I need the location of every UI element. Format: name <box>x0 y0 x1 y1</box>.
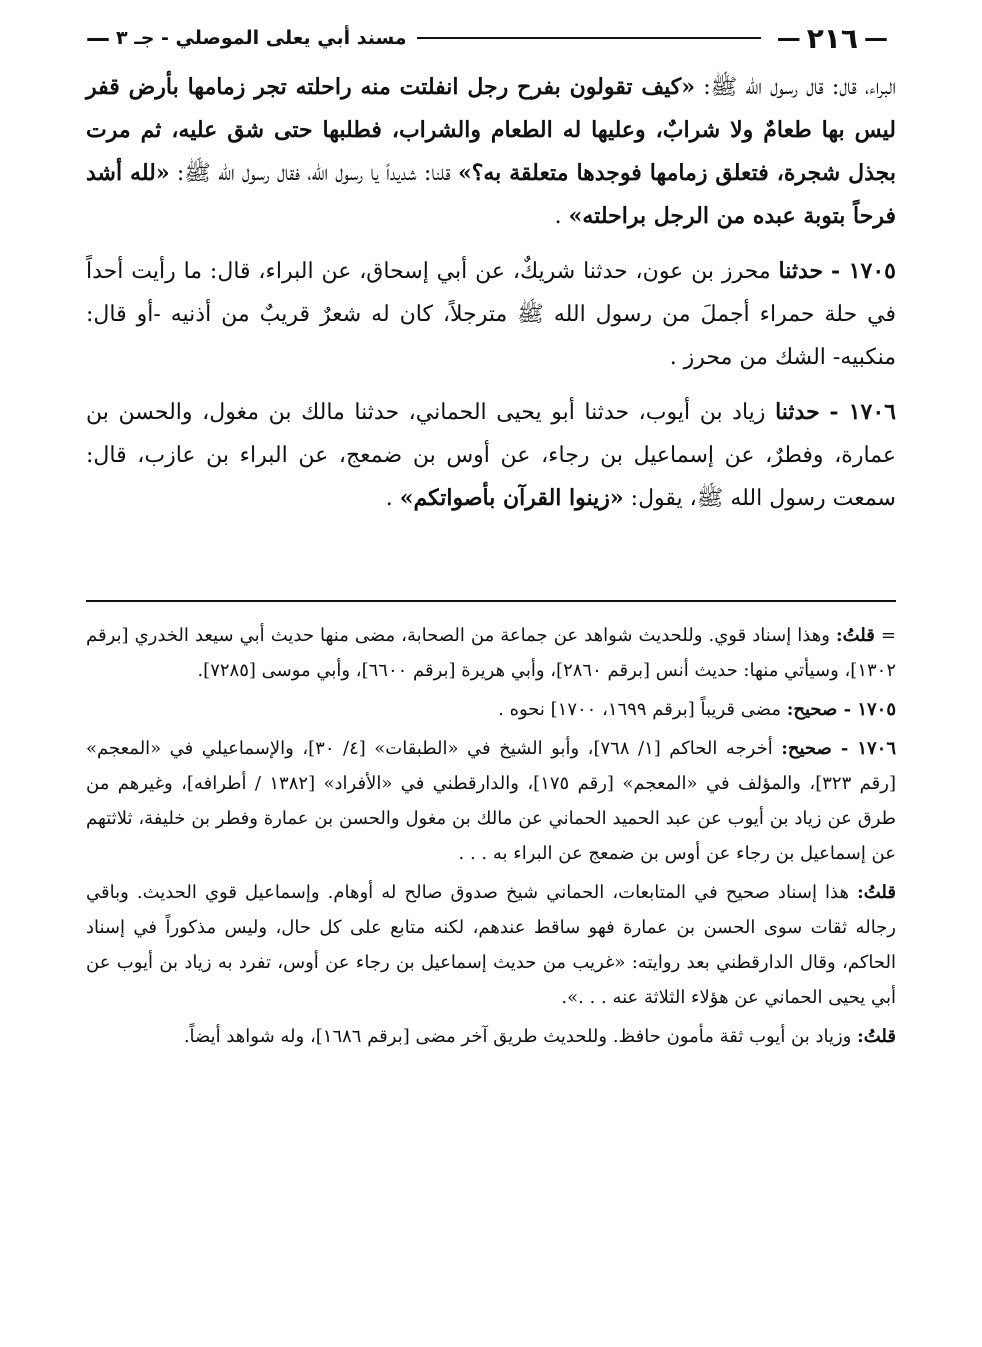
book-title: مسند أبي يعلى الموصلي - جـ ٣ <box>116 27 407 49</box>
footnote-continuation <box>86 618 896 688</box>
continuation-marker: = <box>880 625 896 646</box>
footnote-1706 <box>86 731 896 871</box>
note-label: ١٧٠٥ - صحيح: <box>786 699 896 720</box>
header-dash-right: — <box>864 24 888 52</box>
hadith-quote-1: «كيف تقولون بفرح رجل انفلتت منه راحلته تجر زمامها بأرض قفر ليس بها طعامٌ ولا شرابٌ، وعليها له الطعام والشراب، فطلبها حتى شق عليه، ثم مرت بجذل شجرة، فتعلق زمامها فوجدها متعلقة به؟» <box>86 74 896 186</box>
hadith-mid: قلنا: شديداً يا رسول الله، فقال رسول الله ﷺ: <box>176 161 451 186</box>
header-dash-left: — <box>86 24 110 52</box>
footnote-comment-2 <box>86 1019 896 1054</box>
page-number: ٢١٦ <box>806 21 858 55</box>
hadith-quote-2: «لله أشد فرحاً بتوبة عبده من الرجل براحلته» <box>86 160 896 229</box>
hadith-text: زياد بن أيوب، حدثنا أبو يحيى الحماني، حدثنا مالك بن مغول، والحسن بن عمارة، وفطرٌ، عن إسماعيل بن رجاء، عن أوس بن ضمعج، عن البراء بن عازب، قال: سمعت رسول الله ﷺ، يقول: <box>86 400 896 511</box>
hadith-1706 <box>86 391 896 520</box>
hadith-text: محرز بن عون، حدثنا شريكٌ، عن أبي إسحاق، عن البراء، قال: ما رأيت أحداً في حلة حمراء أجملَ من رسول الله ﷺ مترجلاً، كان له شعرٌ قريبٌ من أذنيه -أو قال: منكبيه- الشك من محرز . <box>86 259 896 370</box>
note-text: وزياد بن أيوب ثقة مأمون حافظ. وللحديث طريق آخر مضى [برقم ١٦٨٦]، وله شواهد أيضاً. <box>183 1026 852 1047</box>
hadith-number: ١٧٠٦ - <box>829 399 896 425</box>
note-label: ١٧٠٦ - صحيح: <box>781 738 896 759</box>
running-header <box>80 18 894 58</box>
note-text: هذا إسناد صحيح في المتابعات، الحماني شيخ صدوق صالح له أوهام. وإسماعيل قوي الحديث. وباقي رجاله ثقات سوى الحسن بن عمارة فهو ساقط عندهم، لكنه متابع على كل حال، وليس مذكوراً في إسناد الحاكم، وقال الدارقطني بعد روايته: «غريب من حديث إسماعيل بن رجاء عن أوس، تفرد به زياد بن أيوب عن أبي يحيى الحماني عن هؤلاء الثلاثة عنه . . .». <box>86 882 896 1008</box>
note-text: وهذا إسناد قوي. وللحديث شواهد عن جماعة من الصحابة، مضى منها حديث أبي سيعد الخدري [برقم ١٣٠٢]، وسيأتي منها: حديث أنس [برقم ٢٨٦٠]، وأبي هريرة [برقم ٦٦٠٠]، وأبي موسى [٧٢٨٥]. <box>86 625 896 681</box>
hadith-continuation <box>86 66 896 238</box>
note-text: أخرجه الحاكم [١/ ٧٦٨]، وأبو الشيخ في «الطبقات» [٤/ ٣٠]، والإسماعيلي في «المعجم» [رقم ٣٢٣]، والمؤلف في «المعجم» [رقم ١٧٥]، والدارقطني في «الأفراد» [١٣٨٢ / أطرافه]، وغيرهم من طرق عن زياد بن أيوب عن عبد الحميد الحماني عن مالك بن مغول والحسن بن عمارة وفطر بن خليفة، ثلاثتهم عن إسماعيل بن رجاء عن أوس بن ضمعج عن البراء به . . . <box>86 738 896 864</box>
hadith-lead: البراء، قال: قال رسول الله ﷺ: <box>703 75 896 100</box>
hadith-end: . <box>554 204 562 229</box>
footnote-1705 <box>86 692 896 727</box>
note-text: مضى قريباً [برقم ١٦٩٩، ١٧٠٠] نحوه . <box>498 699 781 720</box>
footnote-separator <box>86 600 896 602</box>
footnotes <box>86 618 896 1058</box>
header-rule <box>417 37 761 39</box>
haddathana: حدثنا <box>778 258 824 284</box>
note-label: قلتُ: <box>857 1026 896 1047</box>
note-label: قلتُ: <box>857 882 896 903</box>
main-text <box>86 66 896 532</box>
note-label: قلتُ: <box>835 625 875 646</box>
hadith-1705 <box>86 250 896 379</box>
haddathana: حدثنا <box>775 399 820 425</box>
hadith-end: . <box>385 486 393 511</box>
hadith-quote: «زينوا القرآن بأصواتكم» <box>399 485 624 511</box>
footnote-comment-1 <box>86 875 896 1015</box>
hadith-number: ١٧٠٥ - <box>831 258 896 284</box>
header-dash-mid: — <box>776 24 801 52</box>
